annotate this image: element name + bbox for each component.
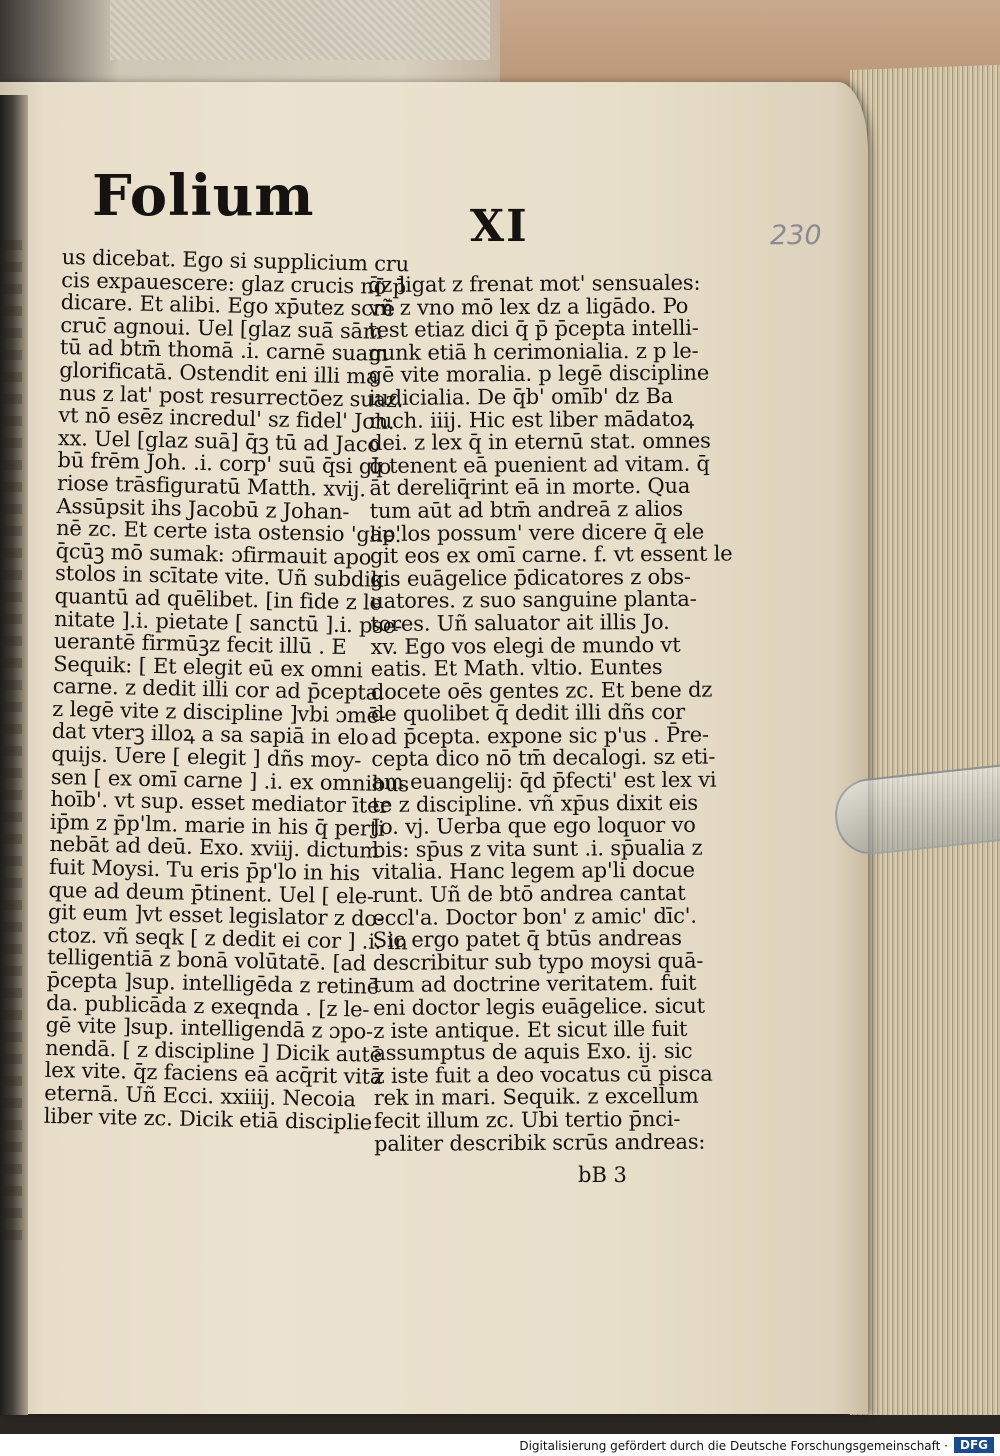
text-line: am euangelij: q̄d p̄fecti' est lex vi — [371, 767, 717, 795]
dfg-logo: DFG — [954, 1437, 994, 1453]
text-line: que ad deum p̄tinent. Uel [ ele- — [48, 877, 375, 909]
text-line: nitate ].i. pietate [ sanctū ].i. pse- — [53, 606, 403, 638]
text-line: p̄cepta ]sup. intelligēda z retinē — [46, 967, 380, 999]
text-line: xx. Uel [glaz suā] q̄ꝫ tū ad Jaco — [57, 425, 381, 457]
text-line: sen [ ex omī carne ] .i. ex omnibus — [50, 764, 410, 797]
text-line: z iste antique. Et sicut ille fuit — [373, 1016, 688, 1043]
text-line: test etiaz dici q̄ p̄ p̄cepta intelli- — [368, 315, 699, 343]
text-line: ip̄m z p̄p'lm. marie in his q̄ perti — [49, 809, 385, 841]
text-line: da. publicāda z exeqnda . [z le- — [45, 990, 370, 1022]
text-line: us dicebat. Ego si supplicium cru — [61, 245, 410, 277]
text-line: vitalia. Hanc legem ap'li docue — [372, 858, 695, 885]
text-line: q̄cūꝫ mō sumak: ɔfirmauit apo — [55, 538, 372, 570]
text-line: gunk etiā h cerimonialia. z p le- — [368, 338, 699, 365]
text-line: git eos ex omī carne. f. vt essent le — [369, 541, 733, 569]
text-line: ruch. iiij. Hic est liber mādatoꝝ — [368, 406, 695, 433]
text-line: gē vite moralia. p legē discipline — [368, 360, 710, 388]
text-line: nē zc. Et certe ista ostensio 'glie. — [55, 516, 402, 548]
text-line: Jo. vj. Uerba que ego loquor vo — [371, 812, 696, 840]
text-line: xv. Ego vos elegi de mundo vt — [370, 632, 681, 659]
text-line: vñ z vno mō lex dz a ligādo. Po — [368, 293, 689, 320]
text-line: z legē vite z discipline ]vbi ɔmē- — [52, 696, 386, 728]
text-line: cruc̄ agnoui. Uel [glaz suā̄ sām — [60, 312, 383, 344]
text-line: cepta dico nō tm̄ decalogi. sz eti- — [371, 745, 716, 772]
text-line: Assūpsit ihs Jacobū z Johan- — [56, 493, 350, 524]
text-line: tū ad btm̄ thomā .i. carnē suam — [59, 335, 388, 367]
text-line: āt dereliq̄rint eā in morte. Qua — [369, 474, 691, 501]
text-line: stolos in scītate vite. Uñ subdik — [54, 561, 384, 593]
page-edges — [850, 65, 1000, 1430]
text-line: quijs. Uere [ elegit ] dñs moy- — [51, 741, 362, 773]
text-line: describitur sub typo moysi quā- — [372, 948, 704, 975]
text-line: eni doctor legis euāgelice. sicut — [373, 993, 705, 1020]
text-line: Sequik: [ Et elegit eū ex omni — [53, 651, 363, 683]
text-line: q̄z ligat z frenat mot' sensuales: — [367, 270, 701, 297]
text-line: git eum ]vt esset legislator z do- — [47, 900, 384, 932]
text-line: q̄ tenent eā puenient ad vitam. q̄ — [369, 451, 710, 478]
text-line: nus z lat' post resurrectōez suaz. — [58, 380, 404, 412]
text-line: nebāt ad deū. Exo. xviij. dictum — [49, 832, 380, 864]
cloth-backdrop — [110, 0, 490, 60]
text-line: eternā. Uñ Ecci. xxiiij. Necoia — [44, 1080, 356, 1112]
text-line: bū frēm Joh. .i. corp' suū q̄si glo — [57, 448, 392, 480]
footer-credit: Digitalisierung gefördert durch die Deutsche Forschungsgemeinschaft · — [519, 1439, 948, 1453]
text-line: fecit illum zc. Ubi tertio p̄nci- — [373, 1106, 681, 1133]
text-line: uatores. z suo sanguine planta- — [370, 587, 697, 614]
pencil-annotation: 230 — [770, 220, 822, 251]
text-line: ctoz. vñ seqk [ z dedit ei cor ] .i. in — [47, 922, 408, 955]
text-line: eatis. Et Math. vltio. Euntes — [370, 655, 663, 682]
text-line: lex vite. q̄z faciens eā acq̄rit vitā — [44, 1058, 383, 1090]
text-line: riose trāsfiguratū Matth. xvij. — [56, 470, 367, 502]
text-line: gē vite ]sup. intelligendā z ɔpo- — [45, 1013, 374, 1044]
text-line: cis expauescere: glaz crucis nō p̄ — [61, 267, 407, 299]
text-line: de quolibet q̄ dedit illi dñs cor — [370, 700, 685, 727]
text-line: paliter describik scrūs andreas: — [373, 1129, 706, 1156]
text-line: uerantē firmūꝫz fecit illū . E — [53, 629, 347, 660]
text-line: vt nō esēz incredul' sz fidel' Joh. — [58, 403, 395, 435]
text-line: iudicialia. De q̄b' omīb' dz Ba — [368, 383, 674, 410]
text-line: telligentiā z bonā volūtatē. [ad — [46, 945, 367, 976]
text-line: runt. Uñ de btō andrea cantat — [372, 880, 686, 908]
text-line: te z discipline. vñ xp̄us dixit eis — [371, 790, 698, 817]
text-line: dei. z lex q̄ in eternū stat. omnes — [369, 428, 711, 456]
right-text-column — [367, 270, 733, 1156]
text-line: dicare. Et alibi. Ego xp̄utez scrē — [60, 290, 396, 322]
folio-number: XI — [470, 201, 529, 252]
text-line: carne. z dedit illi cor ad p̄cepta. — [52, 674, 385, 706]
text-line: liber vite zc. Dicik etiā disciplie — [43, 1103, 373, 1135]
text-line: tores. Uñ saluator ait illis Jo. — [370, 609, 670, 636]
text-line: glorificatā. Ostendit eni illi ma — [59, 357, 379, 389]
text-line: gis euāgelice p̄dicatores z obs- — [370, 564, 691, 591]
text-line: z iste fuit a deo vocatus cū pisca — [373, 1061, 713, 1088]
text-line: bis: sp̄us z vita sunt .i. sp̄ualia z — [371, 835, 703, 862]
text-line: tum aūt ad btm̄ andreā z alios — [369, 496, 684, 523]
text-line: rek in mari. Sequik. z excellum — [373, 1084, 699, 1111]
text-line: docete oēs gentes zc. Et bene dz — [370, 677, 713, 704]
text-line: hoīb'. vt sup. esset mediator īter — [50, 787, 390, 819]
text-line: tum ad doctrine veritatem. fuit — [372, 971, 697, 998]
signature-mark: bB 3 — [578, 1163, 627, 1187]
text-line: fuit Moysi. Tu eris p̄p'lo in his — [48, 854, 361, 886]
running-head: Folium — [92, 163, 315, 229]
text-line: dat vterꝫ illoꝝ a sa sapiā in elo — [51, 719, 369, 750]
text-line: ap'los possum' vere dicere q̄ ele — [369, 519, 705, 546]
text-line: quantū ad quēlibet. [in fide z le — [54, 583, 383, 615]
text-line: nendā. [ z discipline ] Dicik autē — [44, 1035, 383, 1067]
footer-bar — [0, 1434, 1000, 1456]
text-line: assumptus de aquis Exo. ij. sic — [373, 1038, 693, 1066]
text-line: Sic ergo patet q̄ btūs andreas — [372, 926, 682, 953]
left-text-column — [43, 245, 410, 1135]
previous-page-edge — [0, 240, 22, 1240]
text-line: eccl'a. Doctor bon' z amic' dīc'. — [372, 903, 697, 930]
text-line: ad p̄cepta. expone sic p'us . P̄re- — [371, 722, 709, 749]
